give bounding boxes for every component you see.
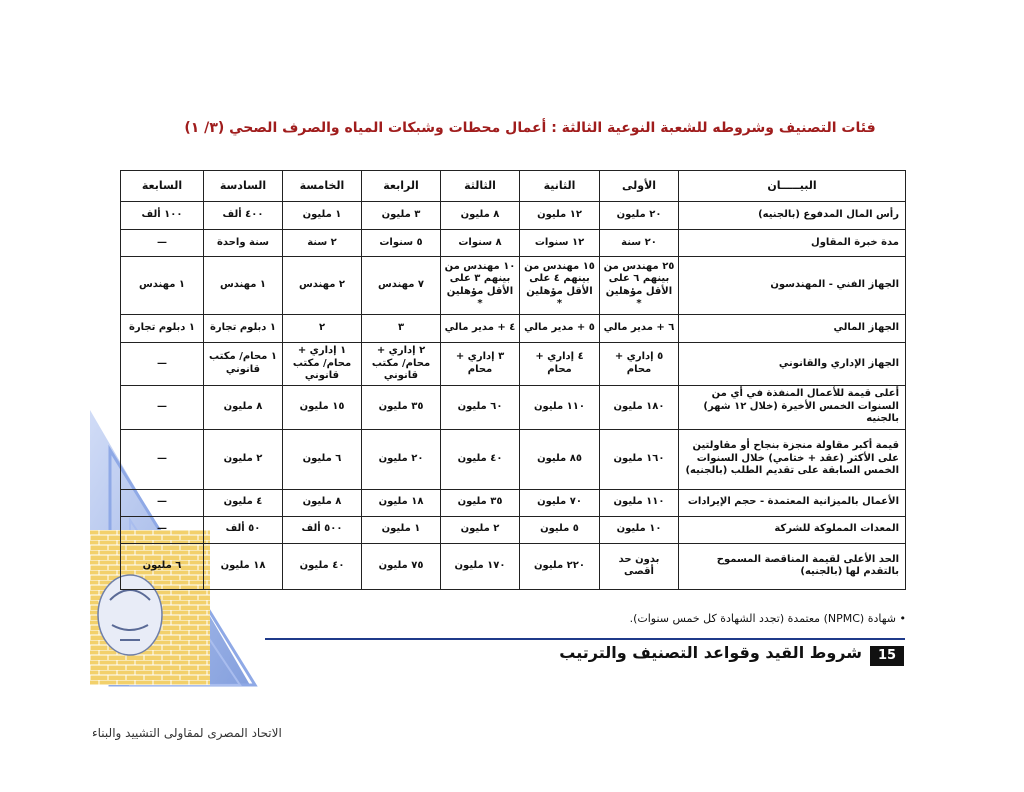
table-cell: ٢ مليون	[441, 516, 520, 543]
table-cell: ٣٥ مليون	[441, 489, 520, 516]
table-cell: ٦ مليون	[121, 543, 204, 589]
table-cell: ١ مهندس	[204, 257, 283, 315]
table-cell: ٢٥ مهندس من بينهم ٦ على الأقل مؤهلين *	[600, 257, 679, 315]
page-title: فئات التصنيف وشروطه للشعبة النوعية الثالثة : أعمال محطات وشبكات المياه والصرف الصحي (٣/ ١)	[184, 120, 876, 136]
table-cell: ٨ مليون	[204, 385, 283, 429]
table-row	[121, 429, 906, 489]
table-cell: ١٠٠ ألف	[121, 202, 204, 230]
table-cell: ٤٠٠ ألف	[204, 202, 283, 230]
table-cell: ٦٠ مليون	[441, 385, 520, 429]
table-cell: ١١٠ مليون	[520, 385, 600, 429]
table-row	[121, 257, 906, 315]
table-cell: ١٠ مهندس من بينهم ٣ على الأقل مؤهلين *	[441, 257, 520, 315]
table-cell: ١ مليون	[283, 202, 362, 230]
table-cell: —	[121, 230, 204, 257]
header-cell: الرابعة	[362, 171, 441, 202]
certificate-note: • شهادة (NPMC) معتمدة (تجدد الشهادة كل خمس سنوات).	[629, 612, 906, 625]
table-row	[121, 343, 906, 386]
row-label: الجهاز الفني - المهندسون	[679, 257, 906, 315]
table-cell: —	[121, 429, 204, 489]
table-cell: ٤ + مدير مالي	[441, 315, 520, 343]
table-cell: ١ دبلوم تجارة	[121, 315, 204, 343]
table-cell: —	[121, 343, 204, 386]
table-row	[121, 489, 906, 516]
table-header-row	[121, 171, 906, 202]
row-label: رأس المال المدفوع (بالجنيه)	[679, 202, 906, 230]
table-cell: ٣ إداري + محام	[441, 343, 520, 386]
table-cell: ٥٠ ألف	[204, 516, 283, 543]
table-cell: ٦ + مدير مالي	[600, 315, 679, 343]
table-cell: —	[121, 489, 204, 516]
table-cell: ٤ مليون	[204, 489, 283, 516]
classification-table	[120, 170, 906, 590]
table-row	[121, 516, 906, 543]
table-cell: ٣٥ مليون	[362, 385, 441, 429]
table-cell: ٢ سنة	[283, 230, 362, 257]
table-cell: ٢ إداري + محام/ مكتب قانوني	[362, 343, 441, 386]
table-row	[121, 385, 906, 429]
table-cell: ٢٠ مليون	[362, 429, 441, 489]
header-cell: الأولى	[600, 171, 679, 202]
header-cell: السادسة	[204, 171, 283, 202]
header-cell: البيـــــان	[679, 171, 906, 202]
header-cell: السابعة	[121, 171, 204, 202]
row-label: الجهاز الإداري والقانوني	[679, 343, 906, 386]
table-cell: —	[121, 385, 204, 429]
header-cell: الخامسة	[283, 171, 362, 202]
table-cell: ١٢ مليون	[520, 202, 600, 230]
table-cell: ٣	[362, 315, 441, 343]
table-cell: ١٥ مهندس من بينهم ٤ على الأقل مؤهلين *	[520, 257, 600, 315]
table-cell: ٨٥ مليون	[520, 429, 600, 489]
table-cell: ٧٥ مليون	[362, 543, 441, 589]
table-row	[121, 230, 906, 257]
table-cell: ٥ سنوات	[362, 230, 441, 257]
table-cell: ١٨ مليون	[362, 489, 441, 516]
row-label: مدة خبرة المقاول	[679, 230, 906, 257]
table-cell: ٢٠ سنة	[600, 230, 679, 257]
row-label: قيمة أكبر مقاولة منجزة بنجاح أو مقاولتين على الأكثر (عقد + ختامي) خلال السنوات الخمس السابقة على تقديم الطلب (بالجنيه)	[679, 429, 906, 489]
table-cell: ٤٠ مليون	[283, 543, 362, 589]
table-cell: ١ دبلوم تجارة	[204, 315, 283, 343]
table-cell: بدون حد أقصى	[600, 543, 679, 589]
table-cell: سنة واحدة	[204, 230, 283, 257]
footer-logo-text: الاتحاد المصرى لمقاولى التشييد والبناء	[92, 726, 282, 740]
table-row	[121, 202, 906, 230]
table-cell: ١٢ سنوات	[520, 230, 600, 257]
table-cell: ١ مليون	[362, 516, 441, 543]
table-cell: ٢	[283, 315, 362, 343]
row-label: الجهاز المالي	[679, 315, 906, 343]
table-cell: ٢ مليون	[204, 429, 283, 489]
table-cell: ٢٠ مليون	[600, 202, 679, 230]
table-cell: ١٠ مليون	[600, 516, 679, 543]
table-cell: ٥٠٠ ألف	[283, 516, 362, 543]
divider-line	[265, 638, 905, 640]
table-cell: ١ محام/ مكتب قانوني	[204, 343, 283, 386]
table-cell: ٤٠ مليون	[441, 429, 520, 489]
table-cell: ٧ مهندس	[362, 257, 441, 315]
table-cell: ٦ مليون	[283, 429, 362, 489]
table-cell: ٤ إداري + محام	[520, 343, 600, 386]
row-label: الحد الأعلى لقيمة المناقصة المسموح بالتقدم لها (بالجنيه)	[679, 543, 906, 589]
table-cell: ١٥ مليون	[283, 385, 362, 429]
table-cell: ٣ مليون	[362, 202, 441, 230]
table-cell: ١٨٠ مليون	[600, 385, 679, 429]
header-cell: الثالثة	[441, 171, 520, 202]
row-label: أعلى قيمة للأعمال المنفذة في أي من السنوات الخمس الأخيرة (خلال ١٢ شهر) بالجنيه	[679, 385, 906, 429]
table-cell: ٨ مليون	[283, 489, 362, 516]
row-label: الأعمال بالميزانية المعتمدة - حجم الإيرادات	[679, 489, 906, 516]
table-cell: ١١٠ مليون	[600, 489, 679, 516]
table-cell: ١ إداري + محام/ مكتب قانوني	[283, 343, 362, 386]
table-cell: ٨ مليون	[441, 202, 520, 230]
table-cell: —	[121, 516, 204, 543]
table-cell: ٥ إداري + محام	[600, 343, 679, 386]
table-cell: ٢٢٠ مليون	[520, 543, 600, 589]
table-cell: ١٦٠ مليون	[600, 429, 679, 489]
table-cell: ٥ + مدير مالي	[520, 315, 600, 343]
table-cell: ٢ مهندس	[283, 257, 362, 315]
table-cell: ١٨ مليون	[204, 543, 283, 589]
row-label: المعدات المملوكة للشركة	[679, 516, 906, 543]
table-cell: ١ مهندس	[121, 257, 204, 315]
header-cell: الثانية	[520, 171, 600, 202]
table-cell: ٧٠ مليون	[520, 489, 600, 516]
chapter-title: شروط القيد وقواعد التصنيف والترتيب	[559, 643, 862, 662]
page-number: 15	[870, 646, 904, 666]
table-row	[121, 543, 906, 589]
table-cell: ١٧٠ مليون	[441, 543, 520, 589]
table-cell: ٥ مليون	[520, 516, 600, 543]
table-cell: ٨ سنوات	[441, 230, 520, 257]
table-row	[121, 315, 906, 343]
